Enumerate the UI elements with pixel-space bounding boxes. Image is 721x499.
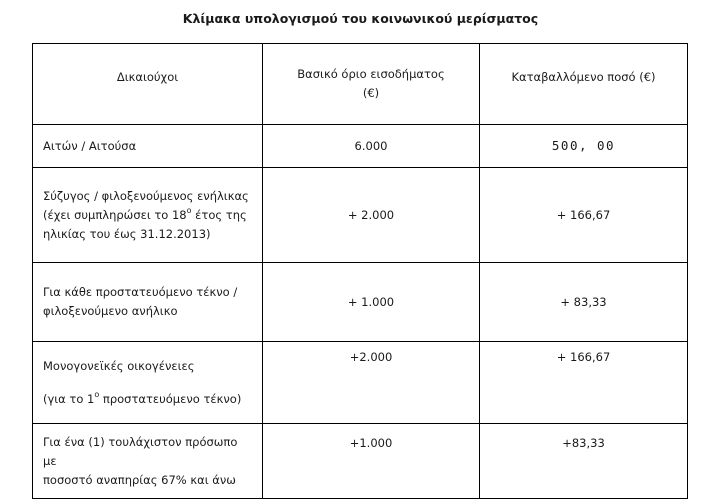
header-income-limit-line2: (€) xyxy=(362,86,380,100)
row-amount: + 83,33 xyxy=(480,263,688,342)
row-label-line2-post: προστατευόμενο τέκνο) xyxy=(99,391,242,406)
table-row xyxy=(33,168,688,263)
row-label-line2: φιλοξενούμενο ανήλικο xyxy=(43,304,178,318)
row-label-line2-post: έτος της xyxy=(191,207,247,222)
table-row xyxy=(33,424,688,499)
row-amount: + 166,67 xyxy=(480,168,688,263)
table-row xyxy=(33,342,688,424)
benefit-scale-table xyxy=(32,43,688,499)
table-header-row xyxy=(33,44,688,125)
header-amount: Καταβαλλόμενο ποσό (€) xyxy=(480,44,688,125)
row-label-line1: Για ένα (1) τουλάχιστον πρόσωπο με xyxy=(43,434,238,468)
row-label xyxy=(33,263,263,342)
ordinal-superscript: ο xyxy=(186,205,192,215)
header-beneficiaries: Δικαιούχοι xyxy=(33,44,263,125)
row-income-limit: +1.000 xyxy=(263,424,480,499)
paragraph-gap xyxy=(43,376,252,390)
row-label: Αιτών / Αιτούσα xyxy=(33,125,263,168)
row-amount-value: 500, 00 xyxy=(551,138,616,153)
row-income-limit: + 1.000 xyxy=(263,263,480,342)
table-row xyxy=(33,263,688,342)
row-label-line3: ηλικίας του έως 31.12.2013) xyxy=(43,226,211,241)
row-label-line1: Σύζυγος / φιλοξενούμενος ενήλικας xyxy=(43,188,249,203)
row-label-line2-pre: (για το 1 xyxy=(43,391,95,406)
row-label xyxy=(33,424,263,499)
header-income-limit-line1: Βασικό όριο εισοδήματος xyxy=(297,67,445,81)
header-income-limit xyxy=(263,44,480,125)
row-label-line1: Μονογονεϊκές οικογένειες xyxy=(43,358,195,373)
row-income-limit: +2.000 xyxy=(263,342,480,424)
table-row xyxy=(33,125,688,168)
row-label xyxy=(33,168,263,263)
row-label-line2: ποσοστό αναπηρίας 67% και άνω xyxy=(43,472,236,487)
page-title: Κλίμακα υπολογισμού του κοινωνικού μερίσματος xyxy=(182,11,539,26)
row-amount: +83,33 xyxy=(480,424,688,499)
row-income-limit: + 2.000 xyxy=(263,168,480,263)
row-label-line1: Για κάθε προστατευόμενο τέκνο / xyxy=(43,285,238,299)
row-label xyxy=(33,342,263,424)
row-label-line2-pre: (έχει συμπληρώσει το 18 xyxy=(43,207,187,222)
row-amount: + 166,67 xyxy=(480,342,688,424)
row-income-limit: 6.000 xyxy=(263,125,480,168)
row-amount xyxy=(480,125,688,168)
ordinal-superscript: ο xyxy=(94,389,100,399)
